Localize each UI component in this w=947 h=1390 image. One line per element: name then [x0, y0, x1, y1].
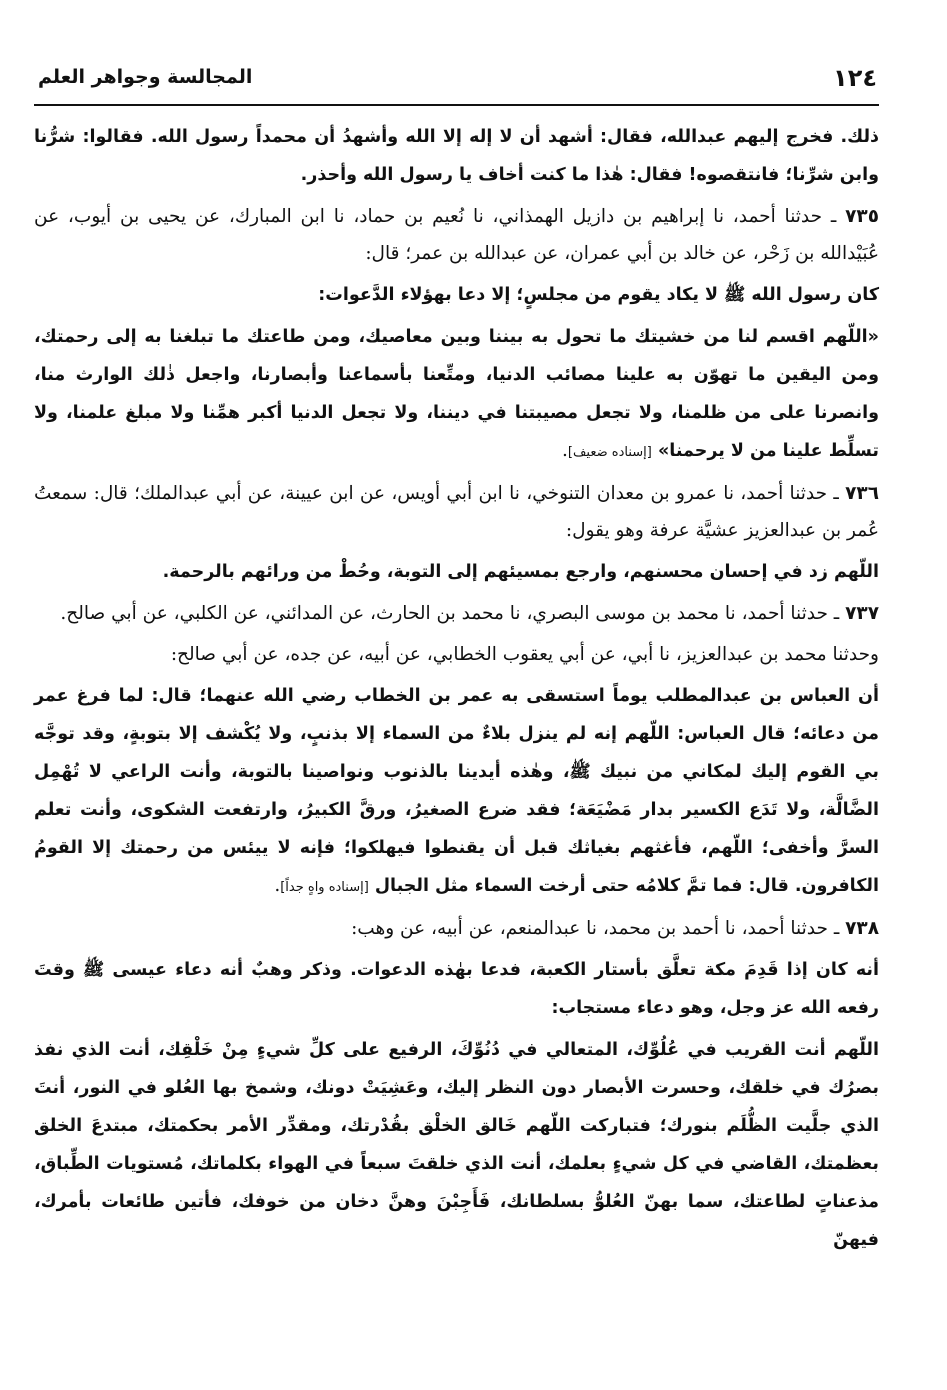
paragraph	[34, 276, 879, 314]
paragraph	[34, 118, 879, 194]
paragraph	[34, 951, 879, 1027]
page-number: ١٢٤	[833, 64, 877, 92]
paragraph-text: .	[562, 440, 568, 461]
paragraph-text: ـ حدثنا أحمد، نا عمرو بن معدان التنوخي، نا ابن أبي أويس، عن ابن عيينة، عن أبي عبدالملك؛ قال: سمعتُ عُمر بن عبدالعزيز عشيَّة عرفة وهو يقول:	[34, 483, 879, 541]
book-title: المجالسة وجواهر العلم	[38, 66, 253, 88]
paragraph	[34, 677, 879, 906]
page-body	[34, 118, 879, 1259]
paragraph-text: أن العباس بن عبدالمطلب يوماً استسقى به عمر بن الخطاب رضي الله عنهما؛ قال: لما فرغ عمر من دعائه؛ قال العباس: اللّهم إنه لم ينزل بلاءٌ من السماء إلا بذنبٍ، ولا يُكْشف إلا بتوبةٍ، وقد توجَّه بي القوم إليك لمكاني من نبيك ﷺ، وهٰذه أيدينا بالذنوب ونواصينا بالتوبة، وأنت الراعي لا تُهْمِل الضَّالَّة، ولا تَدَع الكسير بدار مَضْيَعَة؛ فقد ضرع الصغيرُ، ورقَّ الكبيرُ، وارتفعت الشكوى، وأنت تعلم السرَّ وأخفى؛ اللّهم، فأغثهم بغياثك قبل أن يقنطوا فيهلكوا؛ فإنه لا ييئس من رحمتك إلا القومُ الكافرون. قال: فما تمَّ كلامُه حتى أرخت السماء مثل الجبال	[34, 686, 879, 896]
paragraph-text: وحدثنا محمد بن عبدالعزيز، نا أبي، عن أبي يعقوب الخطابي، عن أبيه، عن جده، عن أبي صالح:	[170, 644, 879, 665]
grading-note: [إسناده واهٍ جداً]	[280, 880, 369, 895]
paragraph	[34, 636, 879, 673]
paragraph	[34, 595, 879, 632]
paragraph-text: .	[274, 875, 281, 896]
running-header	[34, 62, 879, 106]
paragraph-text: ذلك. فخرج إليهم عبدالله، فقال: أشهد أن لا إله إلا الله وأشهدُ أن محمداً رسول الله. فقالوا: شرُّنا وابن شرِّنا؛ فانتقصوه! فقال: هٰذا ما كنت أخاف يا رسول الله وأحذر.	[34, 127, 879, 185]
paragraph	[34, 910, 879, 947]
paragraph-text: «اللّهم اقسم لنا من خشيتك ما تحول به بيننا وبين معاصيك، ومن طاعتك ما تبلغنا به إلى رحمتك، ومن اليقين ما تهوّن به علينا مصائب الدنيا، ومتِّعنا بأسماعنا وأبصارنا، واجعل ذٰلك الوارث منا، وانصرنا على من ظلمنا، ولا تجعل مصيبتنا في ديننا، ولا تجعل الدنيا أكبر همِّنا ولا مبلغ علمنا، ولا تسلِّط علينا من لا يرحمنا»	[34, 327, 879, 461]
paragraph-text: اللّهم أنت القريب في عُلُوِّك، المتعالي في دُنُوِّكَ، الرفيع على كلِّ شيءٍ مِنْ خَلْقِك، أنت الذي نفذ بصرُك في خلقك، وحسرت الأبصار دون النظر إليك، وعَشِيَتْ دونك، وشمخ بها العُلو في النور، أنتَ الذي جلَّيت الظُّلَم بنورك؛ فتباركت اللّهم خَالق الخلْق بقُدْرتك، ومقدِّر الأمر بحكمتك، مبتدعَ الخلق بعظمتك، القاضي في كل شيءٍ بعلمك، أنت الذي خلقتَ سبعاً في الهواء بكلماتك، مُستويات الطِّباق، مذعناتٍ لطاعتك، سما بهنّ العُلوُّ بسلطانك، فَأَجِبْنَ وهنَّ دخان من خوفك، فأتين طائعات بأمرك، فيهنّ	[34, 1040, 879, 1250]
paragraph-text: اللّهم زد في إحسان محسنهم، وارجع بمسيئهم إلى التوبة، وحُطْ من ورائهم بالرحمة.	[162, 562, 879, 582]
paragraph-text: أنه كان إذا قَدِمَ مكة تعلَّق بأستار الكعبة، فدعا بهٰذه الدعوات. وذكر وهبٌ أنه دعاء عيسى ﷺ وقتَ رفعه الله عز وجل، وهو دعاء مستجاب:	[34, 960, 879, 1018]
paragraph	[34, 1031, 879, 1259]
hadith-number: ٧٣٥	[845, 206, 879, 227]
paragraph	[34, 318, 879, 471]
paragraph	[34, 475, 879, 549]
paragraph-text: ـ حدثنا أحمد، نا محمد بن موسى البصري، نا محمد بن الحارث، عن المدائني، عن الكلبي، عن أبي صالح.	[60, 603, 846, 624]
hadith-number: ٧٣٧	[845, 603, 879, 624]
hadith-number: ٧٣٦	[845, 483, 879, 504]
grading-note: [إسناده ضعيف]	[567, 445, 652, 460]
paragraph-text: ـ حدثنا أحمد، نا إبراهيم بن دازيل الهمذاني، نا نُعيم بن حماد، نا ابن المبارك، عن يحيى بن أيوب، عن عُبَيْدالله بن زَحْر، عن خالد بن أبي عمران، عن عبدالله بن عمر؛ قال:	[34, 206, 879, 264]
paragraph	[34, 553, 879, 591]
paragraph	[34, 198, 879, 272]
paragraph-text: ـ حدثنا أحمد، نا أحمد بن محمد، نا عبدالمنعم، عن أبيه، عن وهب:	[351, 918, 846, 939]
paragraph-text: كان رسول الله ﷺ لا يكاد يقوم من مجلسٍ؛ إلا دعا بهؤلاء الدَّعوات:	[318, 285, 879, 305]
hadith-number: ٧٣٨	[845, 918, 879, 939]
